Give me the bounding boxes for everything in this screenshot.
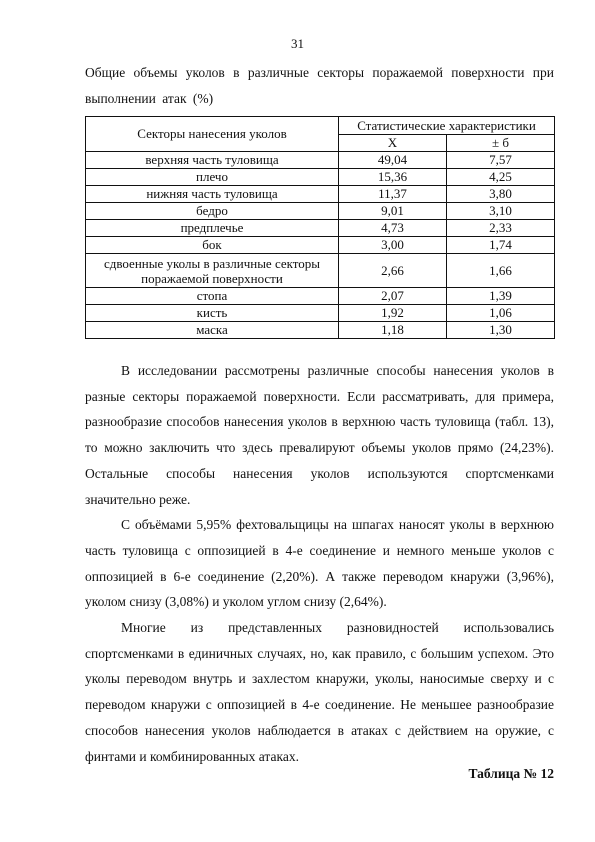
page-number: 31 [291, 36, 304, 51]
cell-x: 11,37 [339, 186, 447, 203]
cell-sigma: 1,74 [447, 237, 555, 254]
cell-sector: верхняя часть туловища [86, 152, 339, 169]
paragraph: С объёмами 5,95% фехтовальщицы на шпагах наносят уколы в верхнюю часть туловища с оппозицией в 4-е соединение и немного меньше уколов с оппозицией в 6-е соединение (2,20%). А также переводом кнаружи (3,96%), уколом снизу (3,08%) и уколом углом снизу (2,64%). [85, 517, 554, 610]
table-row [86, 254, 555, 288]
cell-x: 9,01 [339, 203, 447, 220]
body-text [85, 358, 554, 769]
table-row [86, 203, 555, 220]
cell-sector: плечо [86, 169, 339, 186]
cell-sector: кисть [86, 305, 339, 322]
cell-sector: маска [86, 322, 339, 339]
cell-x: 15,36 [339, 169, 447, 186]
table-row [86, 322, 555, 339]
header-sigma: ± б [447, 134, 555, 152]
header-x: Х [339, 134, 447, 152]
cell-sigma: 2,33 [447, 220, 555, 237]
cell-x: 3,00 [339, 237, 447, 254]
cell-x: 49,04 [339, 152, 447, 169]
table-caption: Общие объемы уколов в различные секторы поражаемой поверхности при выполнении атак (%) [85, 65, 554, 106]
cell-sector: бок [86, 237, 339, 254]
paragraph: В исследовании рассмотрены различные способы нанесения уколов в разные секторы поражаемой поверхности. Если рассматривать, для примера, разнообразие способов нанесения уколов в верхнюю часть туловища (табл. 13), то можно заключить что здесь превалируют объемы уколов прямо (24,23%). Остальные способы нанесения уколов используются спортсменками значительно реже. [85, 363, 554, 507]
cell-sector-line2: поражаемой поверхности [141, 270, 283, 286]
table-header-row [86, 117, 555, 135]
cell-sector: предплечье [86, 220, 339, 237]
cell-sector [86, 254, 339, 288]
table-row [86, 220, 555, 237]
cell-sigma: 4,25 [447, 169, 555, 186]
cell-x: 2,07 [339, 288, 447, 305]
cell-sector: нижняя часть туловища [86, 186, 339, 203]
cell-sector-line1: сдвоенные уколы в различные секторы [103, 255, 321, 271]
table-row [86, 288, 555, 305]
cell-sigma: 1,39 [447, 288, 555, 305]
table-title: Таблица № 12 [468, 766, 554, 781]
cell-x: 4,73 [339, 220, 447, 237]
cell-sector: бедро [86, 203, 339, 220]
table-row [86, 186, 555, 203]
paragraph: Многие из представленных разновидностей использовались спортсменками в единичных случаях, но, как правило, с большим успехом. Это уколы переводом внутрь и захлестом кнаружи, уколы, наносимые сверху и с переводом кнаружи с оппозицией в 4-е соединение. Не меньшее разнообразие способов нанесения уколов наблюдается в атаках с действием на оружие, с финтами и комбинированных атаках. [85, 620, 554, 764]
table-row [86, 237, 555, 254]
cell-sigma: 1,06 [447, 305, 555, 322]
cell-sigma: 1,66 [447, 254, 555, 288]
header-stats: Статистические характеристики [339, 117, 555, 135]
cell-sigma: 3,80 [447, 186, 555, 203]
cell-x: 1,18 [339, 322, 447, 339]
header-sector: Секторы нанесения уколов [86, 117, 339, 152]
table-row [86, 169, 555, 186]
cell-sector: стопа [86, 288, 339, 305]
cell-x: 1,92 [339, 305, 447, 322]
cell-sigma: 7,57 [447, 152, 555, 169]
cell-x: 2,66 [339, 254, 447, 288]
table-row [86, 152, 555, 169]
cell-sigma: 3,10 [447, 203, 555, 220]
statistics-table [85, 116, 555, 339]
table-row [86, 305, 555, 322]
cell-sigma: 1,30 [447, 322, 555, 339]
